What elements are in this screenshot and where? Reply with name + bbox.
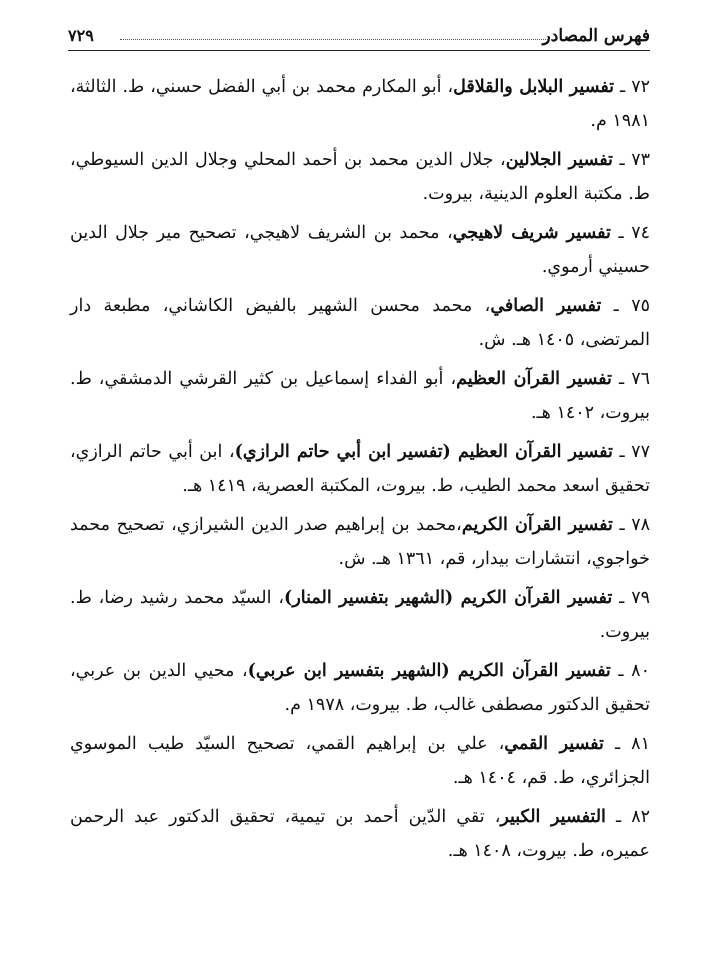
bibliography-entry [70, 143, 650, 211]
entry-number: ٧٣ [631, 150, 650, 170]
entry-number: ٧٦ [631, 369, 650, 389]
entry-title: تفسير القرآن الكريم [461, 515, 613, 535]
bibliography-entry [70, 289, 650, 357]
entry-title: تفسير القمي [504, 734, 604, 754]
entry-title: تفسير القرآن الكريم (الشهير بتفسير المنار) [284, 588, 613, 608]
entry-title: تفسير البلابل والقلاقل [453, 77, 615, 97]
header-leader-dots [120, 39, 552, 40]
bibliography-entry [70, 581, 650, 649]
bibliography-entry [70, 362, 650, 430]
entry-number: ٧٥ [631, 296, 650, 316]
entry-dash: ـ [610, 661, 632, 681]
entry-title: تفسير القرآن العظيم (تفسير ابن أبي حاتم الرازي) [234, 442, 613, 462]
entry-number: ٧٩ [631, 588, 650, 608]
entry-number: ٨٠ [631, 661, 650, 681]
bibliography-entry [70, 508, 650, 576]
bibliography-entry [70, 800, 650, 868]
entry-number: ٧٧ [631, 442, 650, 462]
bibliography-entry [70, 70, 650, 138]
entry-number: ٧٤ [631, 223, 650, 243]
bibliography-entry [70, 435, 650, 503]
entry-dash: ـ [612, 515, 632, 535]
entry-details: ، تقي الدّين أحمد بن تيمية، تحقيق الدكتور عبد الرحمن عميره، ط. بيروت، ١٤٠٨ هـ. [70, 807, 650, 861]
entry-details: ، أبو المكارم محمد بن أبي الفضل حسني، ط. الثالثة، ١٩٨١ م. [70, 77, 650, 131]
bibliography-list [70, 70, 650, 873]
entry-details: ، محيي الدين بن عربي، تحقيق الدكتور مصطفى غالب، ط. بيروت، ١٩٧٨ م. [70, 661, 650, 715]
entry-details: ، السيّد محمد رشيد رضا، ط. بيروت. [70, 588, 650, 642]
bibliography-entry [70, 727, 650, 795]
running-title: فهرس المصادر [542, 26, 650, 46]
entry-title: تفسير القرآن العظيم [456, 369, 612, 389]
entry-title: تفسير شريف لاهيجي [452, 223, 611, 243]
entry-details: ، أبو الفداء إسماعيل بن كثير القرشي الدمشقي، ط. بيروت، ١٤٠٢ هـ. [70, 369, 650, 423]
entry-title: تفسير الجلالين [505, 150, 613, 170]
entry-dash: ـ [612, 442, 632, 462]
entry-details: ، علي بن إبراهيم القمي، تصحيح السيّد طيب الموسوي الجزائري، ط. قم، ١٤٠٤ هـ. [70, 734, 650, 788]
entry-dash: ـ [605, 807, 632, 827]
bibliography-entry [70, 654, 650, 722]
entry-dash: ـ [610, 223, 632, 243]
entry-number: ٨١ [631, 734, 650, 754]
entry-title: التفسير الكبير [500, 807, 606, 827]
entry-dash: ـ [612, 588, 632, 608]
entry-title: تفسير الصافي [490, 296, 602, 316]
entry-dash: ـ [612, 150, 632, 170]
entry-title: تفسير القرآن الكريم (الشهير بتفسير ابن عربي) [247, 661, 611, 681]
page-number: ۷۲۹ [68, 26, 94, 45]
entry-details: ، ابن أبي حاتم الرازي، تحقيق اسعد محمد الطيب، ط. بيروت، المكتبة العصرية، ١٤١٩ هـ. [70, 442, 650, 496]
entry-number: ٧٢ [631, 77, 650, 97]
entry-dash: ـ [603, 734, 632, 754]
entry-details: ،محمد بن إبراهيم صدر الدين الشيرازي، تصحيح محمد خواجوي، انتشارات بيدار، قم، ١٣٦١ هـ. ش. [70, 515, 650, 569]
entry-details: ، محمد محسن الشهير بالفيض الكاشاني، مطبعة دار المرتضى، ١٤٠٥ هـ. ش. [70, 296, 650, 350]
entry-number: ٧٨ [631, 515, 650, 535]
entry-dash: ـ [614, 77, 632, 97]
entry-details: ، جلال الدين محمد بن أحمد المحلي وجلال الدين السيوطي، ط. مكتبة العلوم الدينية، بيروت. [70, 150, 650, 204]
bibliography-entry [70, 216, 650, 284]
entry-details: ، محمد بن الشريف لاهيجي، تصحيح مير جلال الدين حسيني أرموي. [70, 223, 650, 277]
entry-number: ٨٢ [631, 807, 650, 827]
page-header [68, 22, 650, 51]
entry-dash: ـ [601, 296, 632, 316]
entry-dash: ـ [611, 369, 632, 389]
